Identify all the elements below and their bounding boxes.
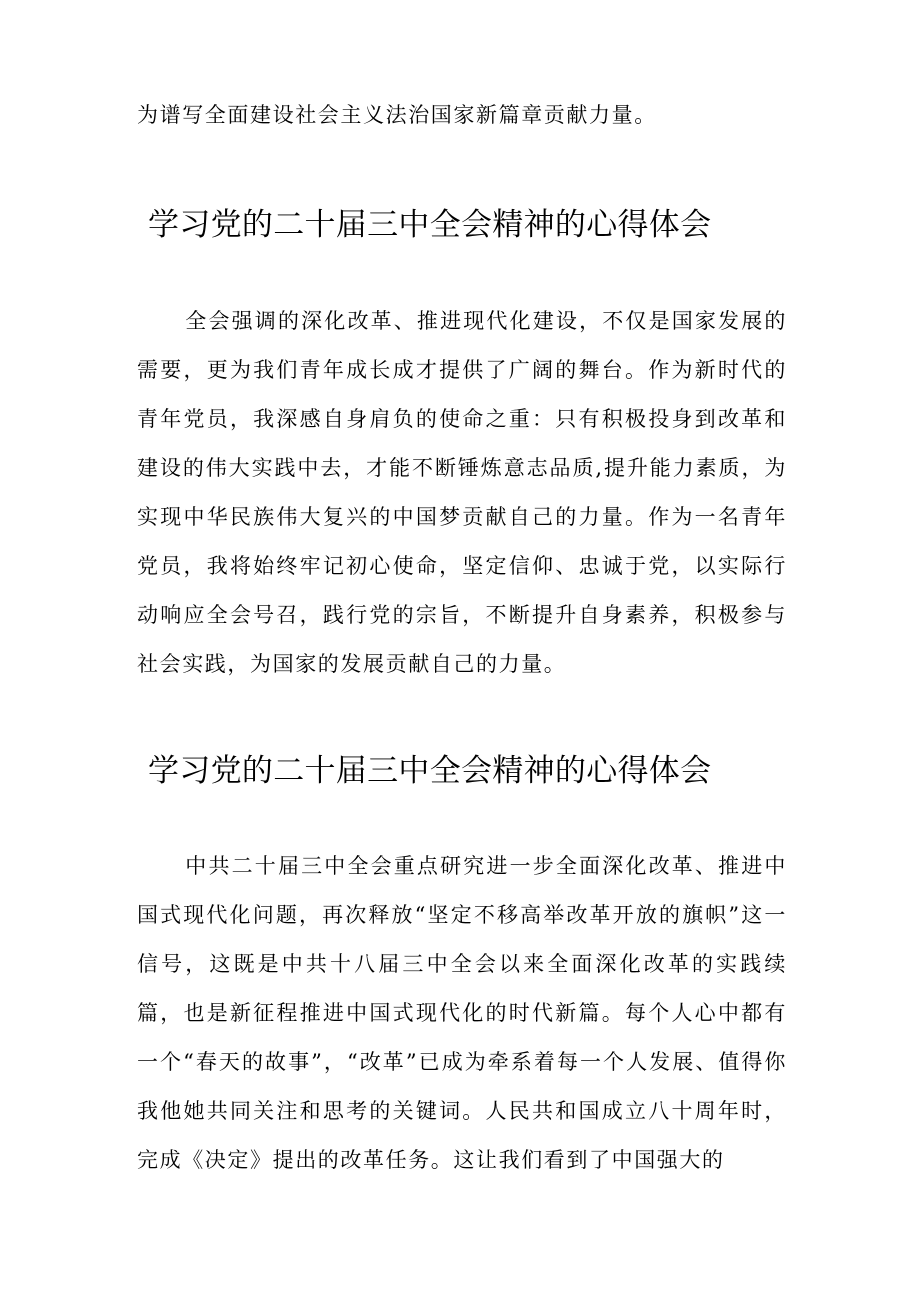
section-title: 学习党的二十届三中全会精神的心得体会 [148, 207, 712, 243]
section-title: 学习党的二十届三中全会精神的心得体会 [148, 753, 712, 789]
body-paragraph: 中共二十届三中全会重点研究进一步全面深化改革、推进中国式现代化问题，再次释放“坚定不移高举改革开放的旗帜”这一信号，这既是中共十八届三中全会以来全面深化改革的实践续篇，也是新征程推进中国式现代化的时代新篇。每个人心中都有一个“春天的故事”，“改革”已成为牵系着每一个人发展、值得你我他她共同关注和思考的关键词。人民共和国成立八十周年时，完成《决定》提出的改革任务。这让我们看到了中国强大的 [137, 854, 787, 1172]
carry-over-line: 为谱写全面建设社会主义法治国家新篇章贡献力量。 [137, 103, 657, 127]
body-paragraph: 全会强调的深化改革、推进现代化建设，不仅是国家发展的需要，更为我们青年成长成才提供了广阔的舞台。作为新时代的青年党员，我深感自身肩负的使命之重：只有积极投身到改革和建设的伟大实践中去，才能不断锤炼意志品质,提升能力素质，为实现中华民族伟大复兴的中国梦贡献自己的力量。作为一名青年党员，我将始终牢记初心使命，坚定信仰、忠诚于党，以实际行动响应全会号召，践行党的宗旨，不断提升自身素养，积极参与社会实践，为国家的发展贡献自己的力量。 [137, 309, 787, 676]
